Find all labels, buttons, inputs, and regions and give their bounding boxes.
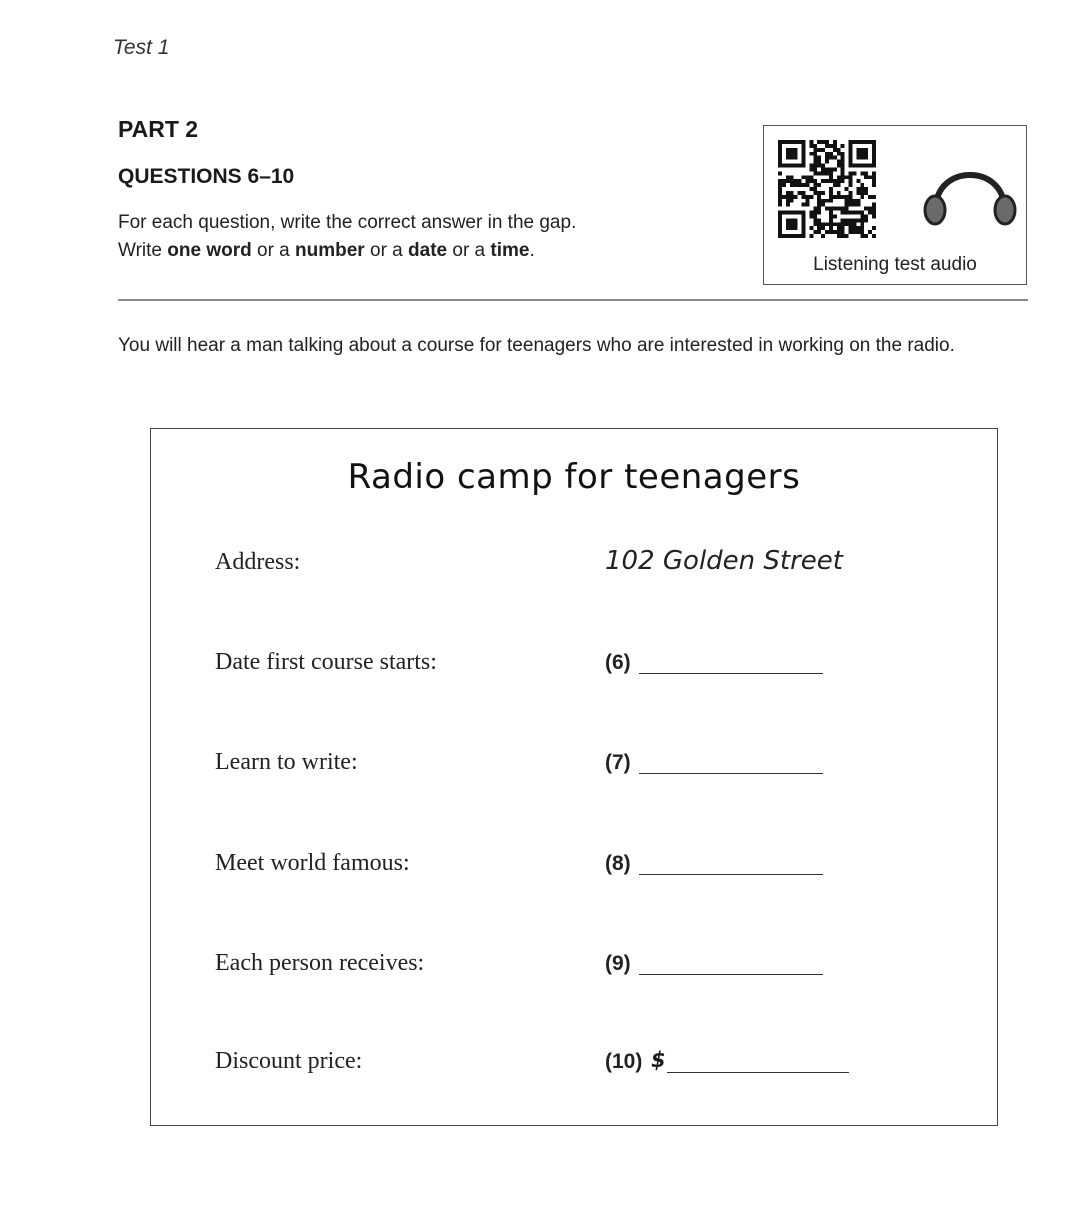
instruction-emphasis: one word (167, 240, 252, 261)
question-number: (9) (605, 952, 631, 975)
instruction-text: or a (364, 240, 409, 261)
qr-code-icon[interactable] (778, 140, 876, 238)
question-label: Each person receives: (215, 950, 425, 976)
answer-blank[interactable] (639, 749, 823, 774)
question-number: (10) (605, 1050, 643, 1073)
page-header-label: Test 1 (113, 36, 170, 59)
instruction-emphasis: number (295, 240, 365, 261)
part-title: PART 2 (118, 116, 199, 142)
instruction-text: Write (118, 240, 168, 261)
answer-blank[interactable] (639, 649, 823, 674)
question-label: Date first course starts: (215, 649, 437, 675)
question-number: (8) (605, 852, 631, 875)
instruction-emphasis: time (490, 240, 530, 261)
headphones-icon (922, 154, 1018, 234)
question-row (151, 649, 997, 689)
address-row (151, 546, 997, 589)
question-row (151, 749, 997, 789)
notes-form (150, 428, 998, 1126)
intro-text: You will hear a man talking about a course for teenagers who are interested in working on the radio. (118, 335, 955, 356)
form-title: Radio camp for teenagers (347, 457, 801, 497)
question-row (151, 1048, 997, 1088)
question-row (151, 850, 997, 890)
instruction-text: . (529, 240, 535, 261)
instruction-text: or a (251, 240, 296, 261)
audio-panel[interactable] (763, 125, 1027, 285)
question-label: Learn to write: (215, 749, 358, 775)
questions-title: QUESTIONS 6–10 (118, 165, 295, 188)
currency-symbol: $ (651, 1048, 666, 1072)
question-label: Discount price: (215, 1048, 363, 1074)
answer-blank[interactable] (667, 1048, 849, 1073)
answer-blank[interactable] (639, 850, 823, 875)
address-label: Address: (215, 549, 301, 575)
instruction-text: or a (447, 240, 491, 261)
instruction-emphasis: date (408, 240, 448, 261)
audio-label: Listening test audio (813, 254, 977, 275)
answer-blank[interactable] (639, 950, 823, 975)
question-number: (7) (605, 751, 631, 774)
instruction-line-2 (118, 240, 535, 262)
question-label: Meet world famous: (215, 850, 410, 876)
question-row (151, 950, 997, 990)
address-value: 102 Golden Street (605, 546, 843, 576)
instruction-line-1: For each question, write the correct answer in the gap. (118, 212, 577, 233)
section-divider (118, 299, 1028, 301)
question-number: (6) (605, 651, 631, 674)
